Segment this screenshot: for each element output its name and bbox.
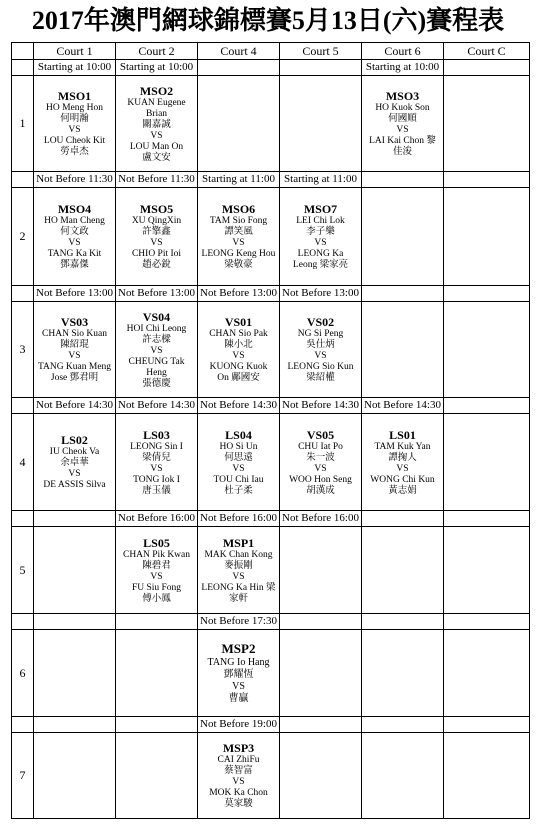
empty-cell: [34, 733, 116, 819]
versus-label: VS: [150, 130, 163, 141]
match-code: VS03: [60, 315, 89, 329]
player-name: 蔡智富: [224, 766, 253, 776]
player-name: HO Kuok Son: [375, 103, 430, 113]
start-time-cell: [362, 172, 444, 188]
versus-label: VS: [396, 125, 409, 135]
empty-cell: [34, 630, 116, 717]
start-row-spacer: [12, 286, 34, 302]
start-time-cell: [444, 511, 530, 527]
player-name: TOU Chi Iau: [213, 474, 264, 485]
match-row: [12, 414, 530, 511]
match-code: LS04: [225, 427, 252, 442]
match-code: MSP1: [222, 535, 255, 550]
player-name: 梁倩兒: [142, 452, 171, 463]
player-name: 鄧嘉傑: [60, 260, 89, 270]
match-row: [12, 76, 530, 172]
match-code: VS01: [224, 315, 253, 329]
empty-cell: [444, 630, 530, 717]
empty-cell: [362, 527, 444, 614]
player-name: NG Si Peng: [297, 329, 344, 339]
start-time-row: [12, 614, 530, 630]
player-name: 梁紹權: [306, 373, 335, 383]
match-cell: [362, 414, 444, 511]
player-name: DE ASSIS Silva: [43, 480, 106, 490]
player-name: Brian: [145, 108, 168, 119]
start-time-cell: Starting at 10:00: [116, 60, 198, 76]
match-code: VS02: [306, 315, 335, 329]
start-time-cell: [34, 717, 116, 733]
versus-label: VS: [68, 238, 81, 248]
player-name: CHIO Pit Ioi: [131, 249, 182, 259]
start-row-spacer: [12, 717, 34, 733]
player-name: HOI Chi Leong: [126, 323, 187, 334]
player-name: 許擎鑫: [142, 227, 171, 237]
match-cell: [116, 76, 198, 172]
start-time-cell: Not Before 14:30: [116, 398, 198, 414]
start-time-cell: Not Before 13:00: [280, 286, 362, 302]
player-name: CAI ZhiFu: [217, 755, 260, 765]
versus-label: VS: [232, 571, 245, 582]
match-code: MSP2: [221, 641, 256, 656]
player-name: 李子樂: [306, 227, 335, 237]
versus-label: VS: [232, 681, 245, 692]
start-time-row: [12, 286, 530, 302]
match-code: MSO2: [139, 83, 174, 98]
player-name: On 鄺國安: [217, 373, 260, 383]
match-cell: [34, 414, 116, 511]
match-code: MSP3: [222, 741, 255, 755]
empty-cell: [444, 527, 530, 614]
start-time-cell: [34, 614, 116, 630]
start-time-cell: Not Before 11:30: [116, 172, 198, 188]
empty-cell: [444, 76, 530, 172]
player-name: Leong 梁家亮: [292, 260, 349, 270]
player-name: 陳紹琨: [60, 340, 89, 350]
match-code: MSO7: [303, 202, 338, 216]
player-name: 傅小鳳: [142, 593, 171, 604]
match-cell: [116, 414, 198, 511]
match-cell: [280, 188, 362, 286]
player-name: TANG Io Hang: [207, 657, 270, 668]
empty-cell: [198, 76, 280, 172]
start-time-cell: Not Before 14:30: [362, 398, 444, 414]
empty-cell: [444, 188, 530, 286]
start-time-cell: [362, 717, 444, 733]
versus-label: VS: [150, 571, 163, 582]
player-name: CHAN Sio Kuan: [42, 329, 107, 339]
player-name: 余卓華: [60, 458, 89, 468]
start-time-row: [12, 60, 530, 76]
player-name: 盧文安: [142, 152, 171, 163]
player-name: 麥振剛: [224, 560, 253, 571]
player-name: 鄧耀恆: [223, 669, 254, 680]
player-name: 黃志娟: [388, 485, 417, 496]
player-name: 張德慶: [142, 378, 171, 389]
player-name: LEONG Ka Hin 梁: [201, 582, 276, 593]
column-header: Court 1: [34, 43, 116, 60]
start-time-row: [12, 717, 530, 733]
start-time-cell: [444, 398, 530, 414]
player-name: MOK Ka Chon: [209, 788, 268, 798]
empty-cell: [362, 188, 444, 286]
player-name: IU Cheok Va: [49, 447, 100, 457]
player-name: 朱一波: [306, 452, 335, 463]
player-name: 關嘉誠: [142, 119, 171, 130]
round-number: 2: [12, 188, 34, 286]
empty-cell: [116, 630, 198, 717]
start-time-cell: Not Before 14:30: [198, 398, 280, 414]
start-time-cell: [444, 60, 530, 76]
start-time-row: [12, 398, 530, 414]
player-name: CHAN Sio Pak: [209, 329, 268, 339]
empty-cell: [444, 302, 530, 398]
player-name: LEI Chi Lok: [296, 216, 345, 226]
column-header: Court 6: [362, 43, 444, 60]
player-name: 譚笑風: [224, 227, 253, 237]
start-time-cell: [34, 511, 116, 527]
match-cell: [116, 188, 198, 286]
start-time-cell: [444, 717, 530, 733]
match-code: MSO6: [221, 202, 256, 216]
versus-label: VS: [396, 463, 409, 474]
match-cell: [280, 302, 362, 398]
versus-label: VS: [232, 463, 245, 474]
start-time-cell: Starting at 11:00: [198, 172, 280, 188]
start-time-cell: Not Before 13:00: [34, 286, 116, 302]
versus-label: VS: [68, 469, 81, 479]
match-row: [12, 630, 530, 717]
match-row: [12, 527, 530, 614]
player-name: CHEUNG Tak: [128, 356, 185, 367]
player-name: 譚掬人: [388, 452, 417, 463]
match-code: LS05: [143, 535, 170, 550]
column-header: Court C: [444, 43, 530, 60]
start-time-cell: Not Before 17:30: [198, 614, 280, 630]
versus-label: VS: [314, 463, 327, 474]
versus-label: VS: [232, 238, 245, 248]
empty-cell: [34, 527, 116, 614]
empty-cell: [280, 630, 362, 717]
player-name: HO Meng Hon: [46, 103, 103, 113]
player-name: 何國順: [388, 114, 417, 124]
match-row: [12, 302, 530, 398]
player-name: 吳仕炳: [306, 340, 335, 350]
player-name: 趙必銳: [142, 260, 171, 270]
round-number: 3: [12, 302, 34, 398]
player-name: 佳浚: [392, 147, 412, 157]
versus-label: VS: [232, 777, 245, 787]
versus-label: VS: [68, 351, 81, 361]
player-name: 陳碧君: [142, 560, 171, 571]
match-cell: [362, 76, 444, 172]
start-time-cell: Not Before 16:00: [280, 511, 362, 527]
start-time-cell: [116, 614, 198, 630]
versus-label: VS: [150, 345, 163, 356]
start-row-spacer: [12, 398, 34, 414]
player-name: 勞卓杰: [60, 147, 89, 157]
empty-cell: [444, 414, 530, 511]
round-number: 4: [12, 414, 34, 511]
match-code: LS02: [61, 433, 88, 447]
start-time-cell: Not Before 14:30: [280, 398, 362, 414]
player-name: 胡漢成: [306, 485, 335, 496]
player-name: 家軒: [228, 593, 248, 604]
start-row-spacer: [12, 614, 34, 630]
player-name: XU QingXin: [131, 216, 182, 226]
player-name: Heng: [146, 367, 167, 378]
match-code: LS03: [143, 427, 170, 442]
match-cell: [198, 733, 280, 819]
start-time-cell: Not Before 11:30: [34, 172, 116, 188]
match-cell: [34, 188, 116, 286]
start-time-cell: Not Before 13:00: [116, 286, 198, 302]
start-time-cell: [444, 286, 530, 302]
player-name: TAM Kuk Yan: [374, 441, 431, 452]
column-header: Court 4: [198, 43, 280, 60]
match-cell: [198, 630, 280, 717]
column-header: Court 5: [280, 43, 362, 60]
versus-label: VS: [150, 463, 163, 474]
start-time-cell: Not Before 16:00: [198, 511, 280, 527]
player-name: MAK Chan Kong: [204, 549, 273, 560]
match-cell: [198, 527, 280, 614]
page-title: 2017年澳門網球錦標賽5月13日(六)賽程表: [31, 6, 505, 35]
player-name: LOU Cheok Kit: [43, 136, 106, 146]
match-code: VS04: [142, 309, 171, 324]
start-time-cell: [362, 286, 444, 302]
player-name: LOU Man On: [129, 141, 184, 152]
match-cell: [198, 414, 280, 511]
start-row-spacer: [12, 511, 34, 527]
match-row: [12, 188, 530, 286]
start-time-cell: [280, 614, 362, 630]
match-cell: [198, 188, 280, 286]
round-number: 7: [12, 733, 34, 819]
start-time-row: [12, 172, 530, 188]
player-name: LEONG Sin I: [130, 441, 183, 452]
player-name: TAM Sio Fong: [209, 216, 268, 226]
start-time-cell: Starting at 10:00: [34, 60, 116, 76]
match-cell: [34, 76, 116, 172]
match-row: [12, 733, 530, 819]
versus-label: VS: [314, 238, 327, 248]
header-row: [12, 43, 530, 60]
player-name: FU Siu Fong: [131, 582, 182, 593]
player-name: LEONG Sio Kun: [287, 362, 354, 372]
player-name: WOO Hon Seng: [289, 474, 352, 485]
match-cell: [116, 527, 198, 614]
player-name: 何思遠: [224, 452, 253, 463]
empty-cell: [362, 630, 444, 717]
start-time-cell: [280, 717, 362, 733]
versus-label: VS: [150, 238, 163, 248]
start-row-spacer: [12, 172, 34, 188]
player-name: HO Si Un: [219, 441, 258, 452]
player-name: LEONG Ka: [297, 249, 344, 259]
match-code: LS01: [389, 427, 416, 442]
round-number: 1: [12, 76, 34, 172]
player-name: 杜子柔: [224, 485, 253, 496]
match-code: MSO1: [57, 89, 92, 103]
match-cell: [280, 414, 362, 511]
start-time-cell: [116, 717, 198, 733]
player-name: 許志樑: [142, 334, 171, 345]
empty-cell: [280, 733, 362, 819]
start-time-cell: Not Before 14:30: [34, 398, 116, 414]
empty-cell: [116, 733, 198, 819]
start-time-cell: Starting at 11:00: [280, 172, 362, 188]
versus-label: VS: [232, 351, 245, 361]
empty-cell: [362, 733, 444, 819]
start-time-cell: [444, 172, 530, 188]
start-time-cell: [444, 614, 530, 630]
versus-label: VS: [314, 351, 327, 361]
player-name: 何明瀚: [60, 114, 89, 124]
start-time-row: [12, 511, 530, 527]
match-cell: [34, 302, 116, 398]
empty-cell: [444, 733, 530, 819]
corner-cell: [12, 43, 34, 60]
player-name: 莫家駿: [224, 799, 253, 809]
schedule-table: [11, 42, 530, 819]
player-name: 何文政: [60, 227, 89, 237]
round-number: 5: [12, 527, 34, 614]
player-name: CHAN Pik Kwan: [122, 549, 191, 560]
player-name: LAI Kai Chon 黎: [369, 136, 436, 146]
player-name: 曹贏: [228, 693, 249, 704]
player-name: LEONG Keng Hou: [201, 249, 276, 259]
start-time-cell: [362, 614, 444, 630]
empty-cell: [280, 527, 362, 614]
player-name: TONG Iok I: [133, 474, 180, 485]
player-name: Jose 鄧君明: [50, 373, 99, 383]
start-time-cell: Starting at 10:00: [362, 60, 444, 76]
start-time-cell: [362, 511, 444, 527]
player-name: 陳小北: [224, 340, 253, 350]
player-name: KUAN Eugene: [127, 97, 186, 108]
player-name: WONG Chi Kun: [370, 474, 435, 485]
match-code: MSO4: [57, 202, 92, 216]
player-name: HO Man Cheng: [44, 216, 105, 226]
column-header: Court 2: [116, 43, 198, 60]
player-name: TANG Ka Kit: [47, 249, 102, 259]
match-code: MSO5: [139, 202, 174, 216]
player-name: CHU Iat Po: [298, 441, 343, 452]
versus-label: VS: [68, 125, 81, 135]
match-code: MSO3: [385, 89, 420, 103]
empty-cell: [362, 302, 444, 398]
start-time-cell: [280, 60, 362, 76]
player-name: 唐玉儀: [142, 485, 171, 496]
start-time-cell: [198, 60, 280, 76]
player-name: TANG Kuan Meng: [37, 362, 112, 372]
start-time-cell: Not Before 16:00: [116, 511, 198, 527]
match-cell: [198, 302, 280, 398]
round-number: 6: [12, 630, 34, 717]
start-time-cell: Not Before 19:00: [198, 717, 280, 733]
start-time-cell: Not Before 13:00: [198, 286, 280, 302]
match-cell: [116, 302, 198, 398]
player-name: 梁敬豪: [224, 260, 253, 270]
match-code: VS05: [306, 427, 335, 442]
empty-cell: [280, 76, 362, 172]
start-row-spacer: [12, 60, 34, 76]
player-name: KUONG Kuok: [209, 362, 268, 372]
